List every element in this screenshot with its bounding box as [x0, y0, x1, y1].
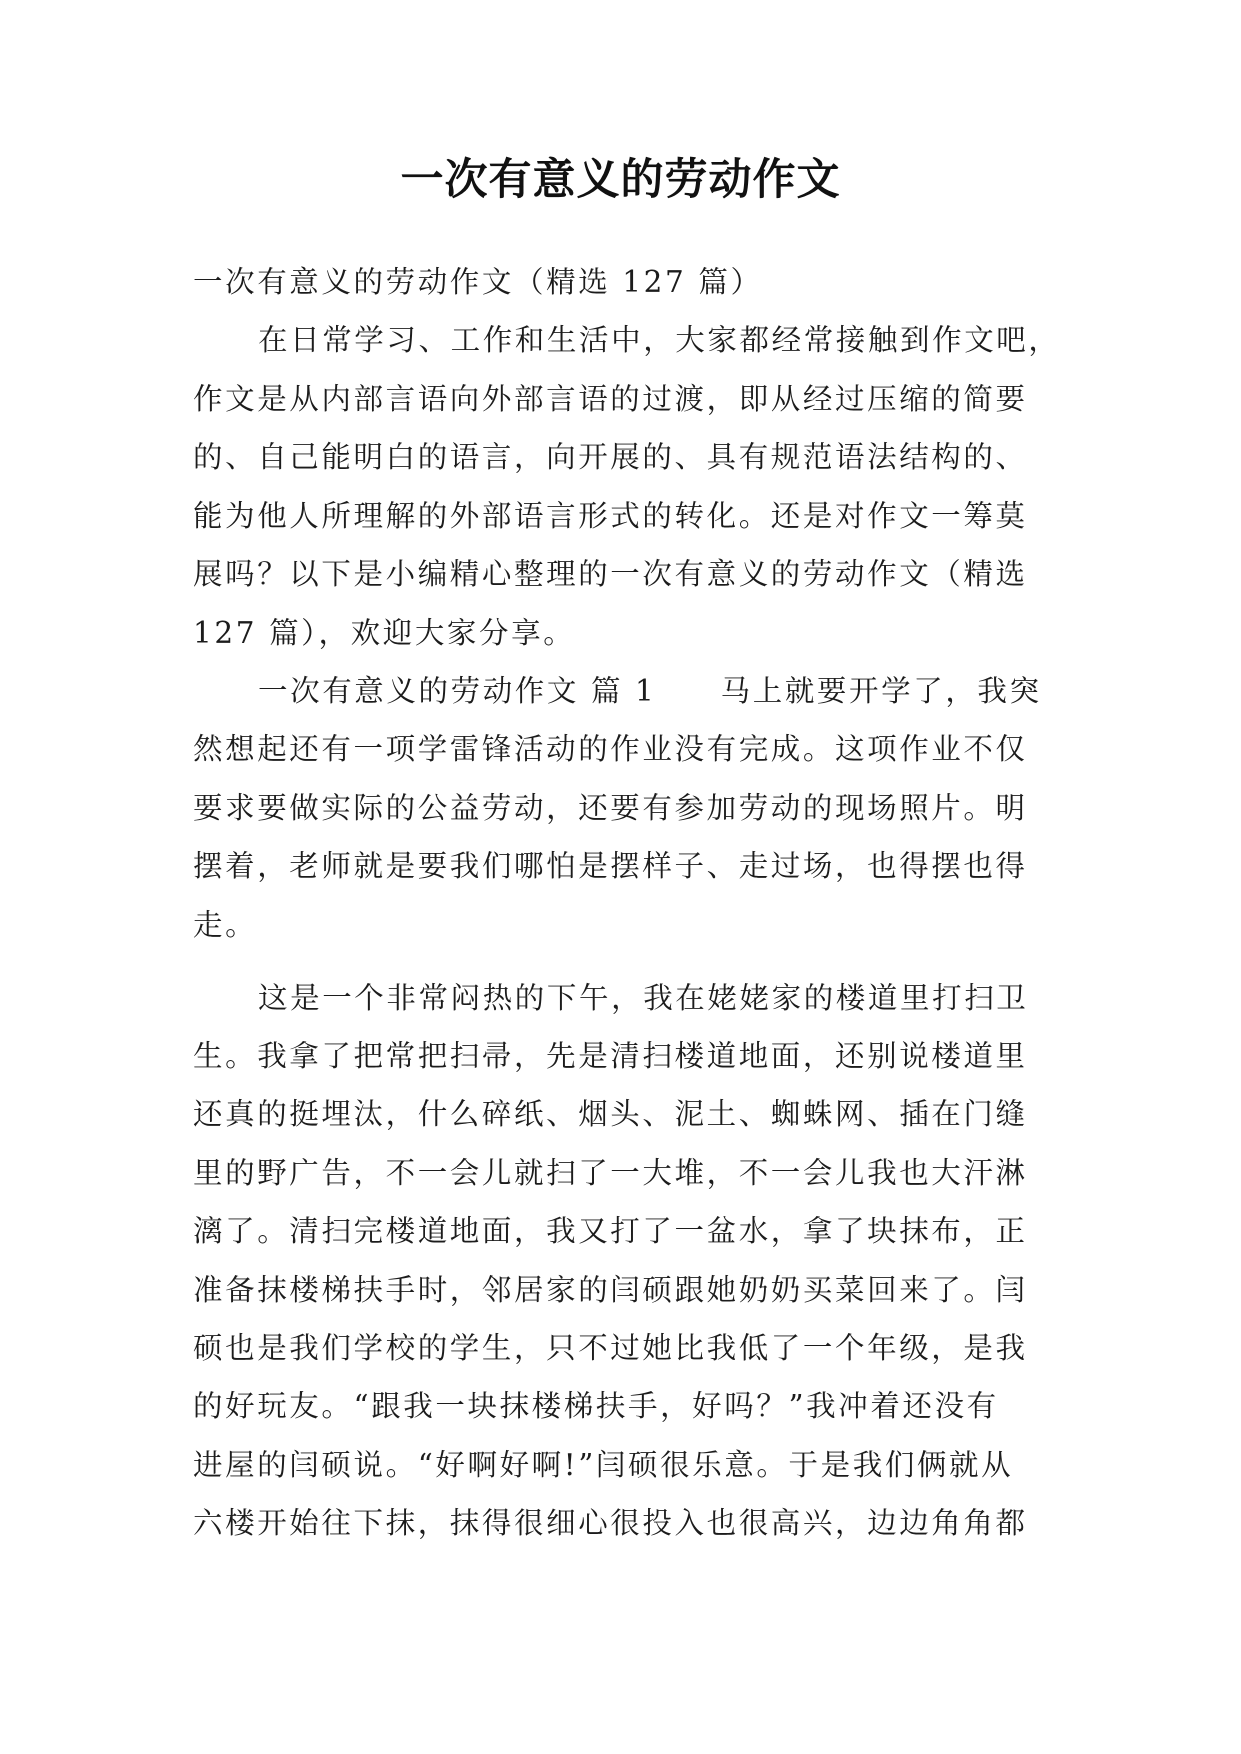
- subtitle-line: 一次有意义的劳动作文（精选 127 篇）: [193, 265, 763, 299]
- paragraph-line: 准备抹楼梯扶手时，邻居家的闫硕跟她奶奶买菜回来了。闫: [193, 1273, 1028, 1307]
- document-title: 一次有意义的劳动作文: [400, 155, 841, 205]
- paragraph-line: 在日常学习、工作和生活中，大家都经常接触到作文吧，: [258, 323, 1061, 357]
- paragraph-line: 127 篇），欢迎大家分享。: [193, 616, 576, 650]
- paragraph-line: 六楼开始往下抹，抹得很细心很投入也很高兴，边边角角都: [193, 1506, 1028, 1540]
- paragraph-line: 要求要做实际的公益劳动，还要有参加劳动的现场照片。明: [193, 791, 1028, 825]
- paragraph-line: 走。: [193, 908, 258, 942]
- paragraph-line: 漓了。清扫完楼道地面，我又打了一盆水，拿了块抹布，正: [193, 1214, 1028, 1248]
- paragraph-line: 作文是从内部言语向外部言语的过渡，即从经过压缩的简要: [193, 382, 1028, 416]
- paragraph-line: 进屋的闫硕说。“好啊好啊!”闫硕很乐意。于是我们俩就从: [193, 1448, 1014, 1482]
- paragraph-line: 生。我拿了把常把扫帚，先是清扫楼道地面，还别说楼道里: [193, 1039, 1028, 1073]
- paragraph-line: 硕也是我们学校的学生，只不过她比我低了一个年级，是我: [193, 1331, 1028, 1365]
- paragraph-line: 能为他人所理解的外部语言形式的转化。还是对作文一筹莫: [193, 499, 1028, 533]
- paragraph-line: 还真的挺埋汰，什么碎纸、烟头、泥土、蜘蛛网、插在门缝: [193, 1097, 1028, 1131]
- paragraph-line: 里的野广告，不一会儿就扫了一大堆，不一会儿我也大汗淋: [193, 1156, 1028, 1190]
- paragraph-line: 一次有意义的劳动作文 篇 1 马上就要开学了，我突: [258, 674, 1042, 708]
- paragraph-line: 这是一个非常闷热的下午，我在姥姥家的楼道里打扫卫: [258, 981, 1029, 1015]
- paragraph-line: 摆着，老师就是要我们哪怕是摆样子、走过场，也得摆也得: [193, 849, 1028, 883]
- paragraph-line: 的、自己能明白的语言，向开展的、具有规范语法结构的、: [193, 440, 1028, 474]
- paragraph-line: 的好玩友。“跟我一块抹楼梯扶手，好吗？”我冲着还没有: [193, 1389, 999, 1423]
- paragraph-line: 展吗？以下是小编精心整理的一次有意义的劳动作文（精选: [193, 557, 1028, 591]
- paragraph-line: 然想起还有一项学雷锋活动的作业没有完成。这项作业不仅: [193, 732, 1028, 766]
